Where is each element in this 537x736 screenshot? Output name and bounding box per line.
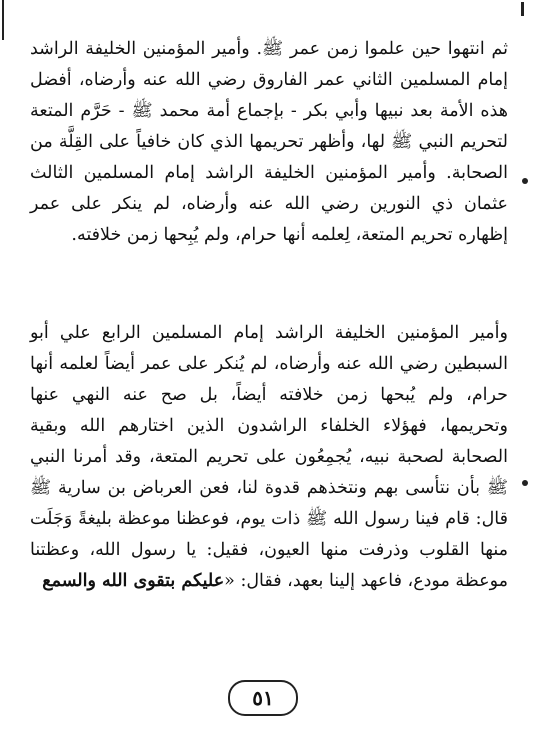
paragraph-2-text: وأمير المؤمنين الخليفة الراشد إمام المسلمين الرابع علي أبو السبطين رضي الله عنه وأرضاه، لم يُنكر على عمر أيضاً لعلمه أنها حرام، ولم يُبحها زمن خلافته أيضاً، بل صح عنه النهي عنها وتحريمها، فهؤلاء الخلفاء الراشدون الذين اختارهم الله وبقية الصحابة لصحبة نبيه، يُجمِعُون على تحريم المتعة، وقد أمرنا النبي ﷺ بأن نتأسى بهم ونتخذهم قدوة لنا، فعن العرباض بن سارية ﷺ قال: قام فينا رسول الله ﷺ ذات يوم، فوعظنا موعظة بليغةً وَجَلَت منها القلوب وذرفت منها العيون، فقيل: يا رسول الله، وعظتنا موعظة مودع، فاعهد إلينا بعهد، فقال: « <box>30 323 508 591</box>
page-number-text: ٥١ <box>252 686 274 710</box>
right-margin-dot-upper <box>522 178 528 184</box>
top-right-mark <box>521 2 524 16</box>
paragraph-2 <box>30 318 508 597</box>
left-margin-rule <box>2 0 4 40</box>
page-number <box>228 680 298 716</box>
right-margin-dot-lower <box>522 480 528 486</box>
paragraph-1: ثم انتهوا حين علموا زمن عمر ﷺ. وأمير المؤمنين الخليفة الراشد إمام المسلمين الثاني عمر الفاروق رضي الله عنه وأرضاه، أفضل هذه الأمة بعد نبيها وأبي بكر - بإجماع أمة محمد ﷺ - حَرَّم المتعة لتحريم النبي ﷺ لها، وأظهر تحريمها الذي كان خافياً على القِلَّة من الصحابة. وأمير المؤمنين الخليفة الراشد إمام المسلمين الثالث عثمان ذي النورين رضي الله عنه وأرضاه، لم ينكر على عمر إظهاره تحريم المتعة، لِعلمه أنها حرام، ولم يُبِحها زمن خلافته. <box>30 39 508 245</box>
paragraph-2-bold-quote: عليكم بتقوى الله والسمع <box>42 571 225 591</box>
